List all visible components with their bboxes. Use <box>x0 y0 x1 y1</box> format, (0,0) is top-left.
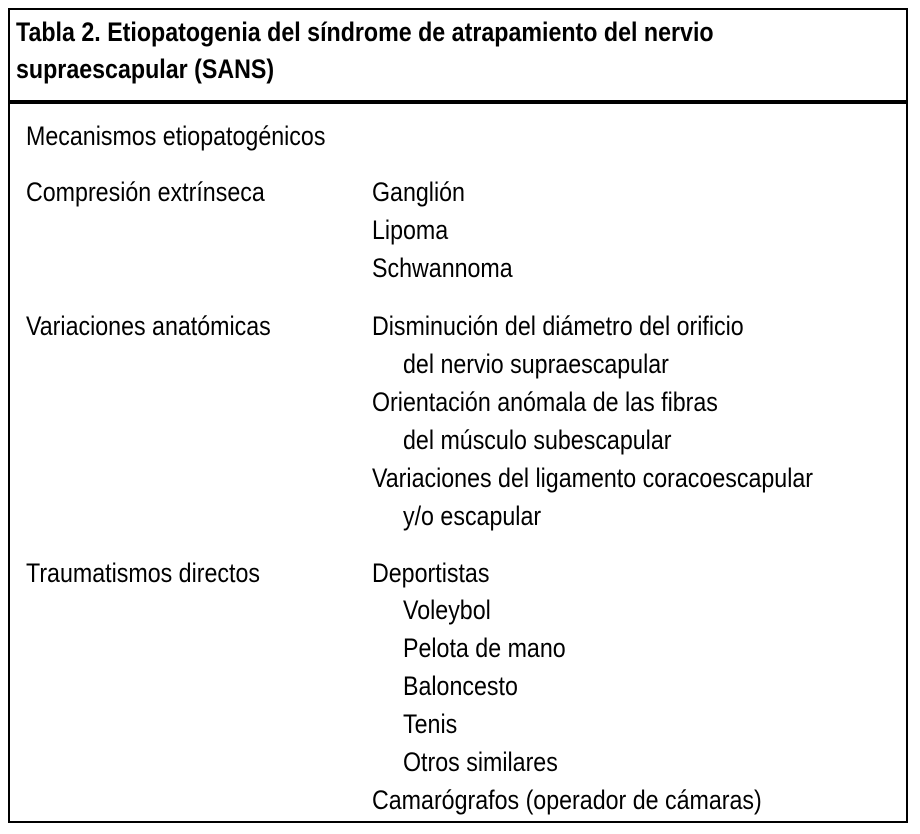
group-subitem: Pelota de mano <box>403 633 566 663</box>
group-subitem: Voleybol <box>403 595 491 625</box>
table-title-line-1: Tabla 2. Etiopatogenia del síndrome de atrapamiento del nervio <box>16 17 714 47</box>
table-title-line-2: supraescapular (SANS) <box>16 54 275 84</box>
group-subitem: Baloncesto <box>403 671 518 701</box>
group-label-variaciones: Variaciones anatómicas <box>26 311 271 341</box>
group-item: Disminución del diámetro del orificio <box>372 311 744 341</box>
group-label-traumatismos: Traumatismos directos <box>26 558 260 588</box>
group-label-compresion: Compresión extrínseca <box>26 177 265 207</box>
table-title <box>16 14 714 88</box>
section-header: Mecanismos etiopatogénicos <box>26 121 326 151</box>
group-item-continuation: y/o escapular <box>403 501 542 531</box>
group-item: Camarógrafos (operador de cámaras) <box>372 785 762 815</box>
group-item: Variaciones del ligamento coracoescapular <box>372 463 814 493</box>
group-item: Ganglión <box>372 177 465 207</box>
group-item: Schwannoma <box>372 253 513 283</box>
group-item-continuation: del nervio supraescapular <box>403 349 669 379</box>
group-item: Deportistas <box>372 558 490 588</box>
group-item: Orientación anómala de las fibras <box>372 387 718 417</box>
title-divider <box>8 100 908 104</box>
group-subitem: Otros similares <box>403 747 558 777</box>
group-item-continuation: del músculo subescapular <box>403 425 672 455</box>
group-subitem: Tenis <box>403 709 458 739</box>
group-item: Lipoma <box>372 215 449 245</box>
